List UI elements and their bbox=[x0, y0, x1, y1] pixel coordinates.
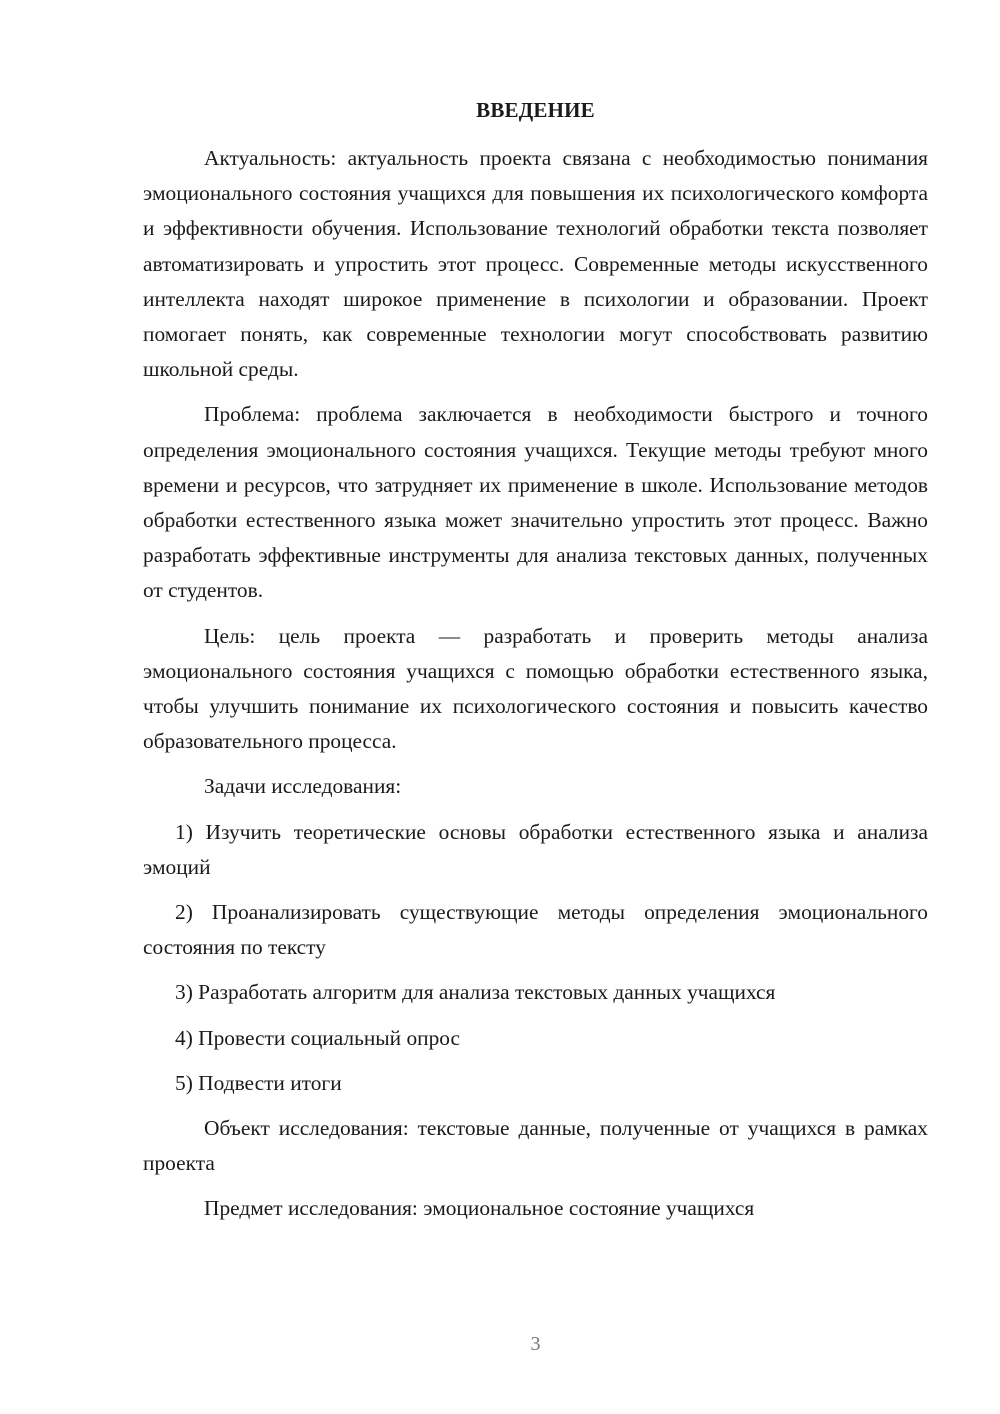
tasks-heading: Задачи исследования: bbox=[204, 774, 402, 799]
paragraph-relevance: Актуальность: актуальность проекта связана с необходимостью понимания эмоционального состояния учащихся для повышения их психологического комфорта и эффективности обучения. Использование технологий обработки текста позволяет автоматизировать и упростить этот процесс. Современные методы искусственного интеллекта находят широкое применение в психологии и образовании. Проект помогает понять, как современные технологии могут способствовать развитию школьной среды. bbox=[143, 146, 928, 382]
task-item-3: 3) Разработать алгоритм для анализа текстовых данных учащихся bbox=[175, 980, 776, 1005]
paragraph-subject: Предмет исследования: эмоциональное состояние учащихся bbox=[204, 1196, 755, 1221]
paragraph-goal: Цель: цель проекта — разработать и проверить методы анализа эмоционального состояния учащихся с помощью обработки естественного языка, чтобы улучшить понимание их психологического состояния и повысить качество образовательного процесса. bbox=[143, 623, 928, 754]
body-text bbox=[143, 141, 928, 1237]
task-item-1: 1) Изучить теоретические основы обработки естественного языка и анализа эмоций bbox=[143, 819, 928, 879]
paragraph-problem: Проблема: проблема заключается в необходимости быстрого и точного определения эмоционального состояния учащихся. Текущие методы требуют много времени и ресурсов, что затрудняет их применение в школе. Использование методов обработки естественного языка может значительно упростить этот процесс. Важно разработать эффективные инструменты для анализа текстовых данных, полученных от студентов. bbox=[143, 402, 928, 603]
task-item-5: 5) Подвести итоги bbox=[175, 1070, 342, 1095]
paragraph-object: Объект исследования: текстовые данные, полученные от учащихся в рамках проекта bbox=[143, 1116, 928, 1176]
page-number: 3 bbox=[530, 1333, 541, 1355]
section-title: ВВЕДЕНИЕ bbox=[476, 98, 595, 122]
task-item-4: 4) Провести социальный опрос bbox=[175, 1025, 461, 1050]
document-page bbox=[143, 0, 928, 1414]
task-item-2: 2) Проанализировать существующие методы определения эмоционального состояния по тексту bbox=[143, 900, 928, 960]
